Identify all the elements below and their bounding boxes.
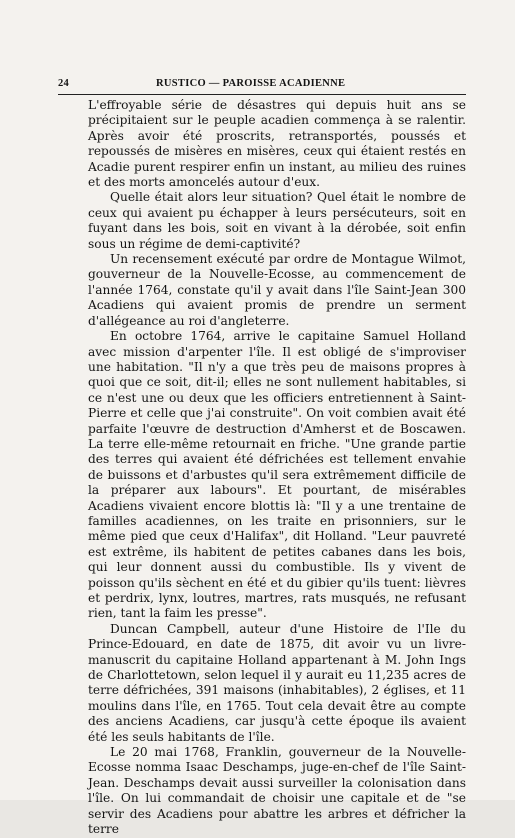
paragraph-5: Duncan Campbell, auteur d'une Histoire de l'Ile du Prince-Edouard, en date de 1875, dit avoir vu un livre-manuscrit du capitaine Holland appartenant à M. John Ings de Charlottetown, selon lequel il y aurait eu 11,235 acres de terre défrichées, 391 maisons (inhabitables), 2 églises, et 11 moulins dans l'île, en 1765. Tout cela devait être au compte des anciens Acadiens, car jusqu'à cette époque ils avaient été les seuls habitants de l'île. (88, 621, 466, 744)
running-title: RUSTICO — PAROISSE ACADIENNE (156, 78, 346, 89)
paragraph-2: Quelle était alors leur situation? Quel était le nombre de ceux qui avaient pu échapper à leurs persécuteurs, soit en fuyant dans les bois, soit en vivant à la dérobée, soit enfin sous un régime de demi-captivité? (88, 190, 466, 251)
page-body (88, 98, 466, 838)
paragraph-4: En octobre 1764, arrive le capitaine Samuel Holland avec mission d'arpenter l'île. Il est obligé de s'improviser une habitation. "Il n'y a que très peu de maisons propres à quoi que ce soit, dit-il; elles ne sont nullement habitables, si ce n'est une ou deux que les officiers entretiennent à Saint-Pierre et celle que j'ai construite". On voit combien avait été parfaite l'œuvre de destruction d'Amherst et de Boscawen. La terre elle-même retournait en friche. "Une grande partie des terres qui avaient été défrichées est tellement envahie de buissons et d'arbustes qu'il sera extrêmement difficile de la préparer aux labours". Et pourtant, de misérables Acadiens vivaient encore blottis là: "Il y a une trentaine de familles acadiennes, on les traite en prisonniers, sur le même pied que ceux d'Halifax", dit Holland. "Leur pauvreté est extrême, ils habitent de petites cabanes dans les bois, qui leur donnent aussi du combustible. Ils y vivent de poisson qu'ils sèchent en été et du gibier qu'ils tuent: lièvres et perdrix, lynx, loutres, martres, rats musqués, ne refusant rien, tant la faim les presse". (88, 329, 466, 621)
header-rule (58, 94, 466, 95)
running-header (58, 78, 466, 92)
page-number: 24 (58, 78, 70, 89)
paragraph-1: L'effroyable série de désastres qui depuis huit ans se précipitaient sur le peuple acadien commença à se ralentir. Après avoir été proscrits, retransportés, poussés et repoussés de misères en misères, ceux qui étaient restés en Acadie purent respirer enfin un instant, au milieu des ruines et des morts amoncelés autour d'eux. (88, 98, 466, 190)
paragraph-3: Un recensement exécuté par ordre de Montague Wilmot, gouverneur de la Nouvelle-Ecosse, au commencement de l'année 1764, constate qu'il y avait dans l'île Saint-Jean 300 Acadiens qui avaient promis de prendre un serment d'allégeance au roi d'angleterre. (88, 252, 466, 328)
paragraph-6: Le 20 mai 1768, Franklin, gouverneur de la Nouvelle-Ecosse nomma Isaac Deschamps, juge-en-chef de l'île Saint-Jean. Deschamps devait aussi surveiller la colonisation dans l'île. On lui commandait de choisir une capitale et de "se servir des Acadiens pour abattre les arbres et défricher la terre (88, 745, 466, 837)
